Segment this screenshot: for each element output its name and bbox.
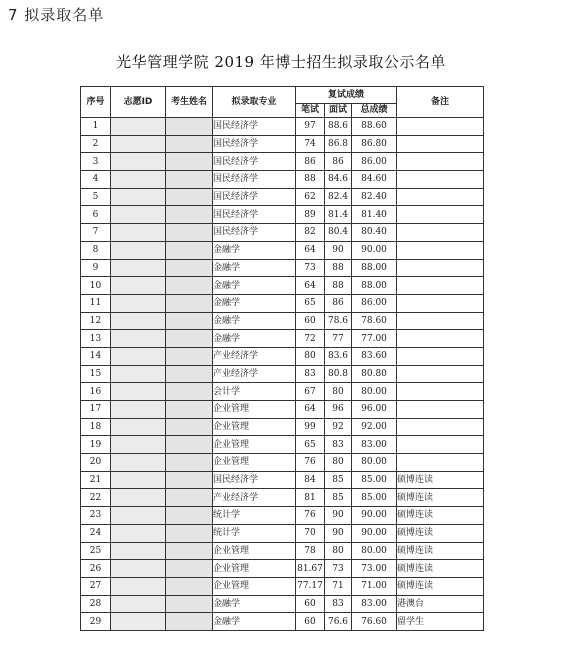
cell-interview-score: 81.4 xyxy=(325,206,352,224)
cell-interview-score: 80 xyxy=(325,542,352,560)
cell-total-score: 85.00 xyxy=(352,489,397,507)
cell-name-redacted xyxy=(166,383,213,401)
cell-index: 14 xyxy=(81,347,111,365)
cell-interview-score: 76.6 xyxy=(325,613,352,631)
cell-volunteer-id-redacted xyxy=(111,613,166,631)
cell-note xyxy=(397,135,484,153)
cell-index: 4 xyxy=(81,171,111,189)
cell-interview-score: 90 xyxy=(325,524,352,542)
cell-major: 企业管理 xyxy=(213,560,296,578)
cell-written-score: 64 xyxy=(296,401,325,419)
cell-major: 企业管理 xyxy=(213,436,296,454)
cell-interview-score: 80 xyxy=(325,383,352,401)
cell-index: 17 xyxy=(81,401,111,419)
cell-major: 国民经济学 xyxy=(213,206,296,224)
header-note: 备注 xyxy=(397,87,484,118)
table-row xyxy=(81,277,484,295)
table-row xyxy=(81,224,484,242)
cell-name-redacted xyxy=(166,153,213,171)
table-row xyxy=(81,436,484,454)
cell-name-redacted xyxy=(166,330,213,348)
cell-note: 硕博连读 xyxy=(397,577,484,595)
cell-note xyxy=(397,436,484,454)
cell-major: 金融学 xyxy=(213,259,296,277)
cell-index: 28 xyxy=(81,595,111,613)
cell-interview-score: 78.6 xyxy=(325,312,352,330)
table-row xyxy=(81,153,484,171)
cell-major: 国民经济学 xyxy=(213,153,296,171)
cell-index: 12 xyxy=(81,312,111,330)
table-row xyxy=(81,542,484,560)
cell-name-redacted xyxy=(166,454,213,472)
cell-major: 产业经济学 xyxy=(213,347,296,365)
cell-volunteer-id-redacted xyxy=(111,330,166,348)
cell-note xyxy=(397,312,484,330)
cell-note xyxy=(397,259,484,277)
cell-interview-score: 96 xyxy=(325,401,352,419)
cell-written-score: 64 xyxy=(296,277,325,295)
cell-note xyxy=(397,330,484,348)
cell-name-redacted xyxy=(166,595,213,613)
cell-interview-score: 92 xyxy=(325,418,352,436)
cell-name-redacted xyxy=(166,365,213,383)
cell-name-redacted xyxy=(166,241,213,259)
cell-total-score: 86.00 xyxy=(352,294,397,312)
cell-written-score: 86 xyxy=(296,153,325,171)
cell-major: 金融学 xyxy=(213,312,296,330)
table-body xyxy=(81,118,484,631)
table-row xyxy=(81,560,484,578)
cell-name-redacted xyxy=(166,118,213,136)
cell-interview-score: 82.4 xyxy=(325,188,352,206)
cell-total-score: 86.80 xyxy=(352,135,397,153)
cell-total-score: 80.40 xyxy=(352,224,397,242)
cell-interview-score: 73 xyxy=(325,560,352,578)
cell-written-score: 76 xyxy=(296,454,325,472)
cell-index: 5 xyxy=(81,188,111,206)
cell-total-score: 80.00 xyxy=(352,454,397,472)
table-row xyxy=(81,241,484,259)
cell-index: 1 xyxy=(81,118,111,136)
cell-name-redacted xyxy=(166,401,213,419)
table-row xyxy=(81,401,484,419)
cell-volunteer-id-redacted xyxy=(111,347,166,365)
cell-written-score: 60 xyxy=(296,312,325,330)
cell-note xyxy=(397,294,484,312)
cell-index: 18 xyxy=(81,418,111,436)
cell-total-score: 88.00 xyxy=(352,277,397,295)
table-row xyxy=(81,330,484,348)
table-row xyxy=(81,365,484,383)
cell-major: 统计学 xyxy=(213,507,296,525)
cell-major: 国民经济学 xyxy=(213,471,296,489)
cell-name-redacted xyxy=(166,171,213,189)
cell-note: 硕博连读 xyxy=(397,560,484,578)
cell-written-score: 65 xyxy=(296,294,325,312)
table-row xyxy=(81,595,484,613)
cell-note xyxy=(397,188,484,206)
cell-note: 港澳台 xyxy=(397,595,484,613)
cell-total-score: 96.00 xyxy=(352,401,397,419)
cell-total-score: 84.60 xyxy=(352,171,397,189)
cell-index: 24 xyxy=(81,524,111,542)
table-row xyxy=(81,206,484,224)
cell-interview-score: 80 xyxy=(325,454,352,472)
cell-written-score: 99 xyxy=(296,418,325,436)
cell-volunteer-id-redacted xyxy=(111,489,166,507)
cell-name-redacted xyxy=(166,206,213,224)
cell-index: 2 xyxy=(81,135,111,153)
cell-note: 硕博连读 xyxy=(397,489,484,507)
cell-index: 9 xyxy=(81,259,111,277)
cell-written-score: 82 xyxy=(296,224,325,242)
cell-name-redacted xyxy=(166,277,213,295)
cell-volunteer-id-redacted xyxy=(111,224,166,242)
cell-written-score: 60 xyxy=(296,613,325,631)
cell-volunteer-id-redacted xyxy=(111,454,166,472)
table-row xyxy=(81,577,484,595)
cell-total-score: 90.00 xyxy=(352,507,397,525)
cell-written-score: 78 xyxy=(296,542,325,560)
cell-major: 国民经济学 xyxy=(213,224,296,242)
table-row xyxy=(81,471,484,489)
cell-index: 20 xyxy=(81,454,111,472)
cell-written-score: 65 xyxy=(296,436,325,454)
cell-interview-score: 85 xyxy=(325,489,352,507)
cell-name-redacted xyxy=(166,347,213,365)
cell-name-redacted xyxy=(166,188,213,206)
cell-interview-score: 83 xyxy=(325,436,352,454)
cell-total-score: 92.00 xyxy=(352,418,397,436)
cell-total-score: 77.00 xyxy=(352,330,397,348)
cell-written-score: 76 xyxy=(296,507,325,525)
cell-total-score: 80.00 xyxy=(352,383,397,401)
cell-total-score: 85.00 xyxy=(352,471,397,489)
cell-total-score: 81.40 xyxy=(352,206,397,224)
table-row xyxy=(81,259,484,277)
table-row xyxy=(81,383,484,401)
cell-major: 企业管理 xyxy=(213,418,296,436)
cell-interview-score: 80.8 xyxy=(325,365,352,383)
cell-volunteer-id-redacted xyxy=(111,401,166,419)
cell-total-score: 73.00 xyxy=(352,560,397,578)
cell-volunteer-id-redacted xyxy=(111,188,166,206)
cell-interview-score: 83 xyxy=(325,595,352,613)
header-retest-group: 复试成绩 xyxy=(296,87,397,104)
cell-major: 企业管理 xyxy=(213,401,296,419)
cell-index: 22 xyxy=(81,489,111,507)
cell-major: 企业管理 xyxy=(213,542,296,560)
table-row xyxy=(81,312,484,330)
cell-interview-score: 84.6 xyxy=(325,171,352,189)
cell-volunteer-id-redacted xyxy=(111,595,166,613)
cell-written-score: 72 xyxy=(296,330,325,348)
cell-volunteer-id-redacted xyxy=(111,560,166,578)
cell-total-score: 83.00 xyxy=(352,595,397,613)
admission-table xyxy=(80,86,484,631)
table-row xyxy=(81,135,484,153)
cell-volunteer-id-redacted xyxy=(111,507,166,525)
cell-total-score: 88.00 xyxy=(352,259,397,277)
cell-index: 29 xyxy=(81,613,111,631)
cell-major: 国民经济学 xyxy=(213,135,296,153)
cell-major: 国民经济学 xyxy=(213,188,296,206)
cell-volunteer-id-redacted xyxy=(111,365,166,383)
cell-index: 3 xyxy=(81,153,111,171)
cell-index: 8 xyxy=(81,241,111,259)
cell-name-redacted xyxy=(166,471,213,489)
cell-volunteer-id-redacted xyxy=(111,471,166,489)
cell-volunteer-id-redacted xyxy=(111,171,166,189)
table-row xyxy=(81,489,484,507)
cell-volunteer-id-redacted xyxy=(111,436,166,454)
cell-interview-score: 88.6 xyxy=(325,118,352,136)
table-row xyxy=(81,524,484,542)
header-major: 拟录取专业 xyxy=(213,87,296,118)
cell-major: 金融学 xyxy=(213,241,296,259)
cell-major: 产业经济学 xyxy=(213,365,296,383)
cell-interview-score: 86.8 xyxy=(325,135,352,153)
cell-written-score: 88 xyxy=(296,171,325,189)
cell-note xyxy=(397,118,484,136)
cell-note xyxy=(397,153,484,171)
cell-interview-score: 90 xyxy=(325,241,352,259)
header-interview: 面试 xyxy=(325,104,352,118)
cell-interview-score: 80.4 xyxy=(325,224,352,242)
cell-written-score: 67 xyxy=(296,383,325,401)
cell-major: 会计学 xyxy=(213,383,296,401)
header-index: 序号 xyxy=(81,87,111,118)
cell-total-score: 83.60 xyxy=(352,347,397,365)
cell-volunteer-id-redacted xyxy=(111,153,166,171)
table-row xyxy=(81,171,484,189)
cell-total-score: 90.00 xyxy=(352,524,397,542)
cell-index: 23 xyxy=(81,507,111,525)
cell-major: 国民经济学 xyxy=(213,118,296,136)
cell-index: 11 xyxy=(81,294,111,312)
cell-interview-score: 85 xyxy=(325,471,352,489)
cell-name-redacted xyxy=(166,135,213,153)
cell-volunteer-id-redacted xyxy=(111,118,166,136)
cell-major: 国民经济学 xyxy=(213,171,296,189)
cell-total-score: 76.60 xyxy=(352,613,397,631)
cell-note: 硕博连读 xyxy=(397,471,484,489)
header-total: 总成绩 xyxy=(352,104,397,118)
cell-major: 金融学 xyxy=(213,277,296,295)
cell-total-score: 86.00 xyxy=(352,153,397,171)
cell-note xyxy=(397,418,484,436)
table-row xyxy=(81,347,484,365)
table-row xyxy=(81,294,484,312)
cell-written-score: 62 xyxy=(296,188,325,206)
cell-interview-score: 71 xyxy=(325,577,352,595)
cell-index: 19 xyxy=(81,436,111,454)
cell-note: 硕博连读 xyxy=(397,542,484,560)
cell-major: 金融学 xyxy=(213,595,296,613)
cell-major: 企业管理 xyxy=(213,454,296,472)
cell-written-score: 77.17 xyxy=(296,577,325,595)
cell-interview-score: 86 xyxy=(325,294,352,312)
cell-major: 金融学 xyxy=(213,294,296,312)
cell-interview-score: 86 xyxy=(325,153,352,171)
cell-volunteer-id-redacted xyxy=(111,135,166,153)
cell-major: 金融学 xyxy=(213,330,296,348)
cell-name-redacted xyxy=(166,489,213,507)
table-header xyxy=(81,87,484,118)
cell-interview-score: 77 xyxy=(325,330,352,348)
cell-written-score: 89 xyxy=(296,206,325,224)
cell-index: 13 xyxy=(81,330,111,348)
cell-total-score: 82.40 xyxy=(352,188,397,206)
cell-written-score: 60 xyxy=(296,595,325,613)
cell-written-score: 64 xyxy=(296,241,325,259)
cell-major: 金融学 xyxy=(213,613,296,631)
cell-written-score: 83 xyxy=(296,365,325,383)
cell-volunteer-id-redacted xyxy=(111,277,166,295)
cell-total-score: 83.00 xyxy=(352,436,397,454)
cell-written-score: 84 xyxy=(296,471,325,489)
cell-total-score: 78.60 xyxy=(352,312,397,330)
cell-index: 16 xyxy=(81,383,111,401)
cell-index: 10 xyxy=(81,277,111,295)
cell-note xyxy=(397,401,484,419)
cell-name-redacted xyxy=(166,613,213,631)
cell-name-redacted xyxy=(166,577,213,595)
cell-major: 统计学 xyxy=(213,524,296,542)
cell-interview-score: 90 xyxy=(325,507,352,525)
cell-total-score: 90.00 xyxy=(352,241,397,259)
cell-index: 6 xyxy=(81,206,111,224)
cell-name-redacted xyxy=(166,507,213,525)
cell-interview-score: 83.6 xyxy=(325,347,352,365)
cell-note xyxy=(397,241,484,259)
cell-volunteer-id-redacted xyxy=(111,294,166,312)
cell-index: 7 xyxy=(81,224,111,242)
cell-interview-score: 88 xyxy=(325,277,352,295)
cell-index: 21 xyxy=(81,471,111,489)
table-row xyxy=(81,188,484,206)
cell-written-score: 97 xyxy=(296,118,325,136)
table-row xyxy=(81,613,484,631)
cell-index: 15 xyxy=(81,365,111,383)
cell-volunteer-id-redacted xyxy=(111,312,166,330)
cell-note: 硕博连读 xyxy=(397,507,484,525)
cell-major: 企业管理 xyxy=(213,577,296,595)
cell-name-redacted xyxy=(166,418,213,436)
cell-volunteer-id-redacted xyxy=(111,383,166,401)
cell-name-redacted xyxy=(166,294,213,312)
cell-volunteer-id-redacted xyxy=(111,524,166,542)
document-title: 光华管理学院 2019 年博士招生拟录取公示名单 xyxy=(116,53,446,71)
cell-name-redacted xyxy=(166,542,213,560)
cell-name-redacted xyxy=(166,436,213,454)
cell-note: 留学生 xyxy=(397,613,484,631)
cell-note xyxy=(397,454,484,472)
cell-name-redacted xyxy=(166,524,213,542)
cell-total-score: 71.00 xyxy=(352,577,397,595)
cell-name-redacted xyxy=(166,224,213,242)
header-volunteer-id: 志愿ID xyxy=(111,87,166,118)
header-written: 笔试 xyxy=(296,104,325,118)
cell-note xyxy=(397,365,484,383)
cell-volunteer-id-redacted xyxy=(111,577,166,595)
cell-total-score: 80.80 xyxy=(352,365,397,383)
section-heading: 7 拟录取名单 xyxy=(8,6,105,24)
cell-note: 硕博连读 xyxy=(397,524,484,542)
cell-index: 27 xyxy=(81,577,111,595)
cell-written-score: 80 xyxy=(296,347,325,365)
cell-total-score: 88.60 xyxy=(352,118,397,136)
cell-name-redacted xyxy=(166,312,213,330)
table-row xyxy=(81,507,484,525)
cell-name-redacted xyxy=(166,560,213,578)
cell-note xyxy=(397,224,484,242)
cell-written-score: 81.67 xyxy=(296,560,325,578)
cell-volunteer-id-redacted xyxy=(111,542,166,560)
cell-written-score: 70 xyxy=(296,524,325,542)
cell-written-score: 74 xyxy=(296,135,325,153)
table-row xyxy=(81,118,484,136)
cell-note xyxy=(397,277,484,295)
cell-total-score: 80.00 xyxy=(352,542,397,560)
cell-volunteer-id-redacted xyxy=(111,418,166,436)
header-name: 考生姓名 xyxy=(166,87,213,118)
table-row xyxy=(81,418,484,436)
cell-volunteer-id-redacted xyxy=(111,259,166,277)
cell-volunteer-id-redacted xyxy=(111,241,166,259)
cell-written-score: 73 xyxy=(296,259,325,277)
cell-major: 产业经济学 xyxy=(213,489,296,507)
cell-interview-score: 88 xyxy=(325,259,352,277)
cell-note xyxy=(397,206,484,224)
cell-written-score: 81 xyxy=(296,489,325,507)
cell-name-redacted xyxy=(166,259,213,277)
cell-index: 25 xyxy=(81,542,111,560)
cell-note xyxy=(397,347,484,365)
cell-volunteer-id-redacted xyxy=(111,206,166,224)
cell-index: 26 xyxy=(81,560,111,578)
cell-note xyxy=(397,171,484,189)
table-row xyxy=(81,454,484,472)
cell-note xyxy=(397,383,484,401)
